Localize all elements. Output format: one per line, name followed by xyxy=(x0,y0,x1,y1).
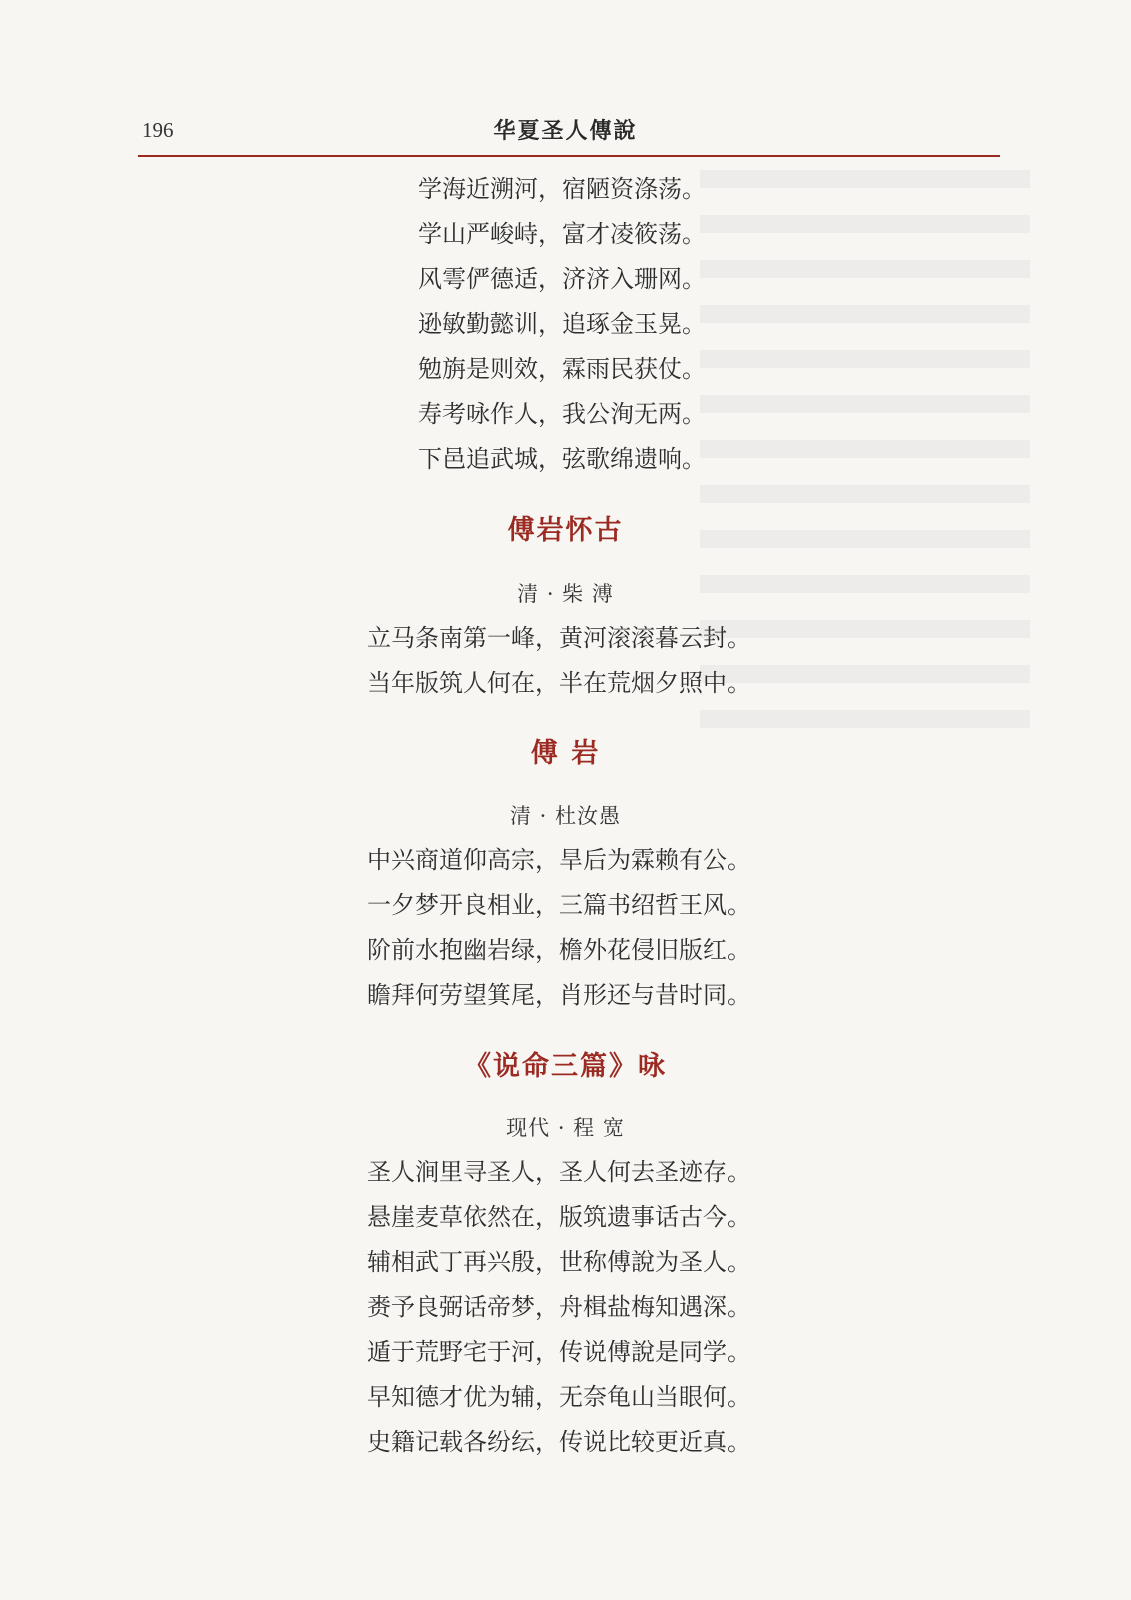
page-number: 196 xyxy=(142,118,174,142)
poem-line: 赉予良弼话帝梦，舟楫盐梅知遇深。 xyxy=(367,1293,751,1321)
poem-line: 悬崖麦草依然在，版筑遗事话古今。 xyxy=(367,1203,751,1231)
poem-title: 《说命三篇》咏 xyxy=(464,1051,667,1082)
poem-line: 下邑追武城，弦歌绵遗响。 xyxy=(418,445,706,473)
poem-author: 清 · 柴 溥 xyxy=(517,582,614,606)
poem-line: 辅相武丁再兴殷，世称傅說为圣人。 xyxy=(367,1248,751,1276)
poem-line: 早知德才优为辅，无奈龟山当眼何。 xyxy=(367,1383,751,1411)
poem-title: 傅岩怀古 xyxy=(507,515,624,546)
poem-line: 当年版筑人何在，半在荒烟夕照中。 xyxy=(367,669,751,697)
poem-author: 清 · 杜汝愚 xyxy=(509,804,622,828)
running-title: 华夏圣人傳說 xyxy=(493,119,638,144)
poem-line: 中兴商道仰高宗，旱后为霖赖有公。 xyxy=(367,846,751,874)
poem-line: 史籍记载各纷纭，传说比较更近真。 xyxy=(367,1428,751,1456)
poem-line: 阶前水抱幽岩绿，檐外花侵旧版红。 xyxy=(367,936,751,964)
poem-line: 一夕梦开良相业，三篇书绍哲王风。 xyxy=(367,891,751,919)
poem-line: 风雩俨德适，济济入珊网。 xyxy=(418,265,706,293)
poem-line: 立马条南第一峰，黄河滚滚暮云封。 xyxy=(367,624,751,652)
poem-line: 瞻拜何劳望箕尾，肖形还与昔时同。 xyxy=(367,981,751,1009)
poem-line: 学山严峻峙，富才凌筱荡。 xyxy=(418,220,706,248)
poem-line: 圣人涧里寻圣人，圣人何去圣迹存。 xyxy=(367,1158,751,1186)
poem-line: 学海近溯河，宿陋资涤荡。 xyxy=(418,175,706,203)
poem-line: 逊敏勤懿训，追琢金玉晃。 xyxy=(418,310,706,338)
header-rule xyxy=(138,155,1000,157)
poem-line: 勉旃是则效，霖雨民获仗。 xyxy=(418,355,706,383)
poem-line: 寿考咏作人，我公洵无两。 xyxy=(418,400,706,428)
poem-title: 傅 岩 xyxy=(530,738,601,769)
poem-author: 现代 · 程 宽 xyxy=(506,1116,625,1140)
poem-line: 遁于荒野宅于河，传说傅說是同学。 xyxy=(367,1338,751,1366)
